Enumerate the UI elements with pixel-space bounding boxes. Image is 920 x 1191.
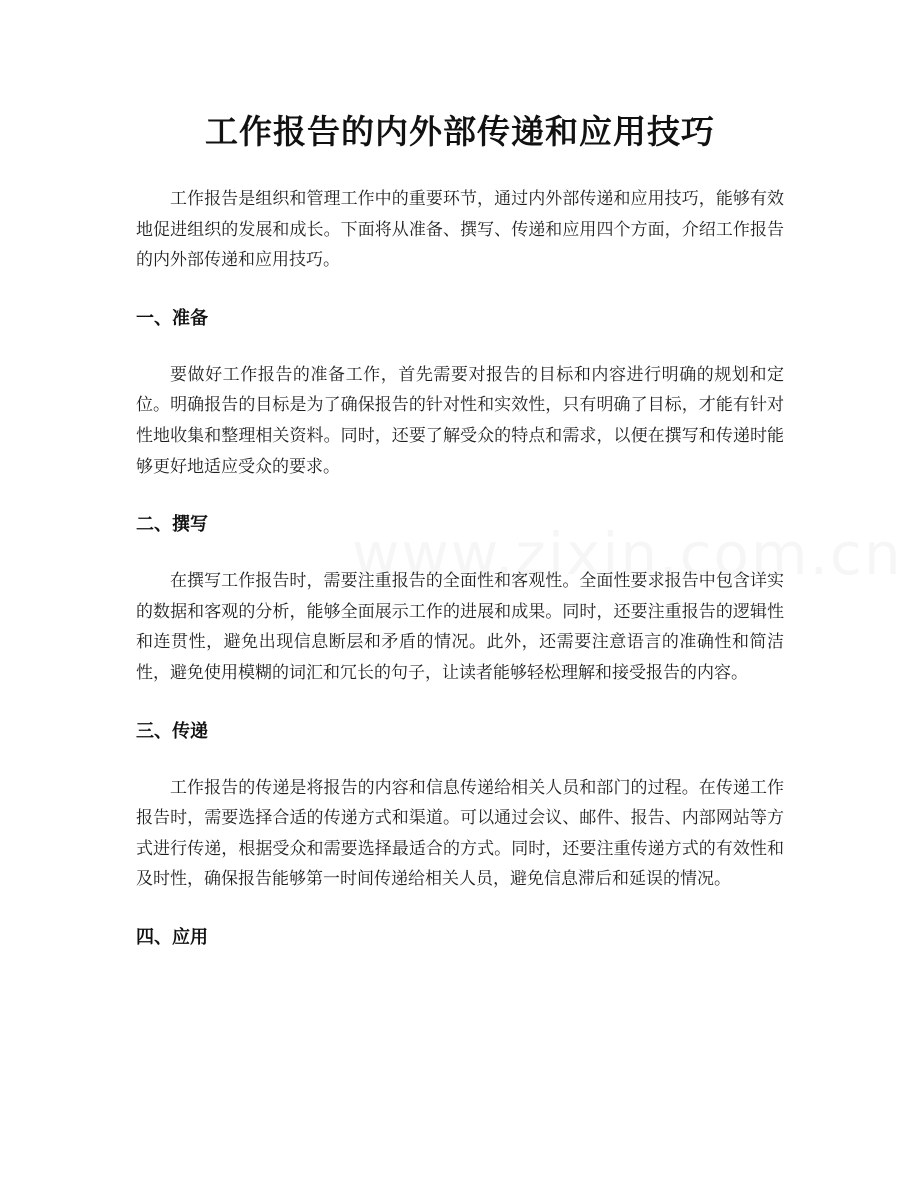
- spacer: [136, 895, 784, 923]
- section-heading-apply: 四、应用: [136, 926, 208, 948]
- section-heading-prepare: 一、准备: [136, 307, 208, 329]
- section-heading-write: 二、撰写: [136, 514, 208, 536]
- spacer: [136, 747, 784, 773]
- spacer: [136, 540, 784, 566]
- spacer: [136, 689, 784, 717]
- spacer: [136, 334, 784, 360]
- spacer: [136, 482, 784, 510]
- document-title: 工作报告的内外部传递和应用技巧: [205, 112, 715, 151]
- intro-paragraph: 工作报告是组织和管理工作中的重要环节，通过内外部传递和应用技巧，能够有效地促进组织的发展和成长。下面将从准备、撰写、传递和应用四个方面，介绍工作报告的内外部传递和应用技巧。: [136, 189, 784, 271]
- section-body-write: 在撰写工作报告时，需要注重报告的全面性和客观性。全面性要求报告中包含详实的数据和客观的分析，能够全面展示工作的进展和成果。同时，还要注重报告的逻辑性和连贯性，避免出现信息断层和矛盾的情况。此外，还需要注意语言的准确性和简洁性，避免使用模糊的词汇和冗长的句子，让读者能够轻松理解和接受报告的内容。: [136, 571, 784, 683]
- section-body-prepare: 要做好工作报告的准备工作，首先需要对报告的目标和内容进行明确的规划和定位。明确报告的目标是为了确保报告的针对性和实效性，只有明确了目标，才能有针对性地收集和整理相关资料。同时，还要了解受众的特点和需求，以便在撰写和传递时能够更好地适应受众的要求。: [136, 364, 784, 477]
- section-heading-deliver: 三、传递: [136, 720, 208, 742]
- section-body-deliver: 工作报告的传递是将报告的内容和信息传递给相关人员和部门的过程。在传递工作报告时，需要选择合适的传递方式和渠道。可以通过会议、邮件、报告、内部网站等方式进行传递，根据受众和需要选择最适合的方式。同时，还要注重传递方式的有效性和及时性，确保报告能够第一时间传递给相关人员，避免信息滞后和延误的情况。: [136, 777, 784, 890]
